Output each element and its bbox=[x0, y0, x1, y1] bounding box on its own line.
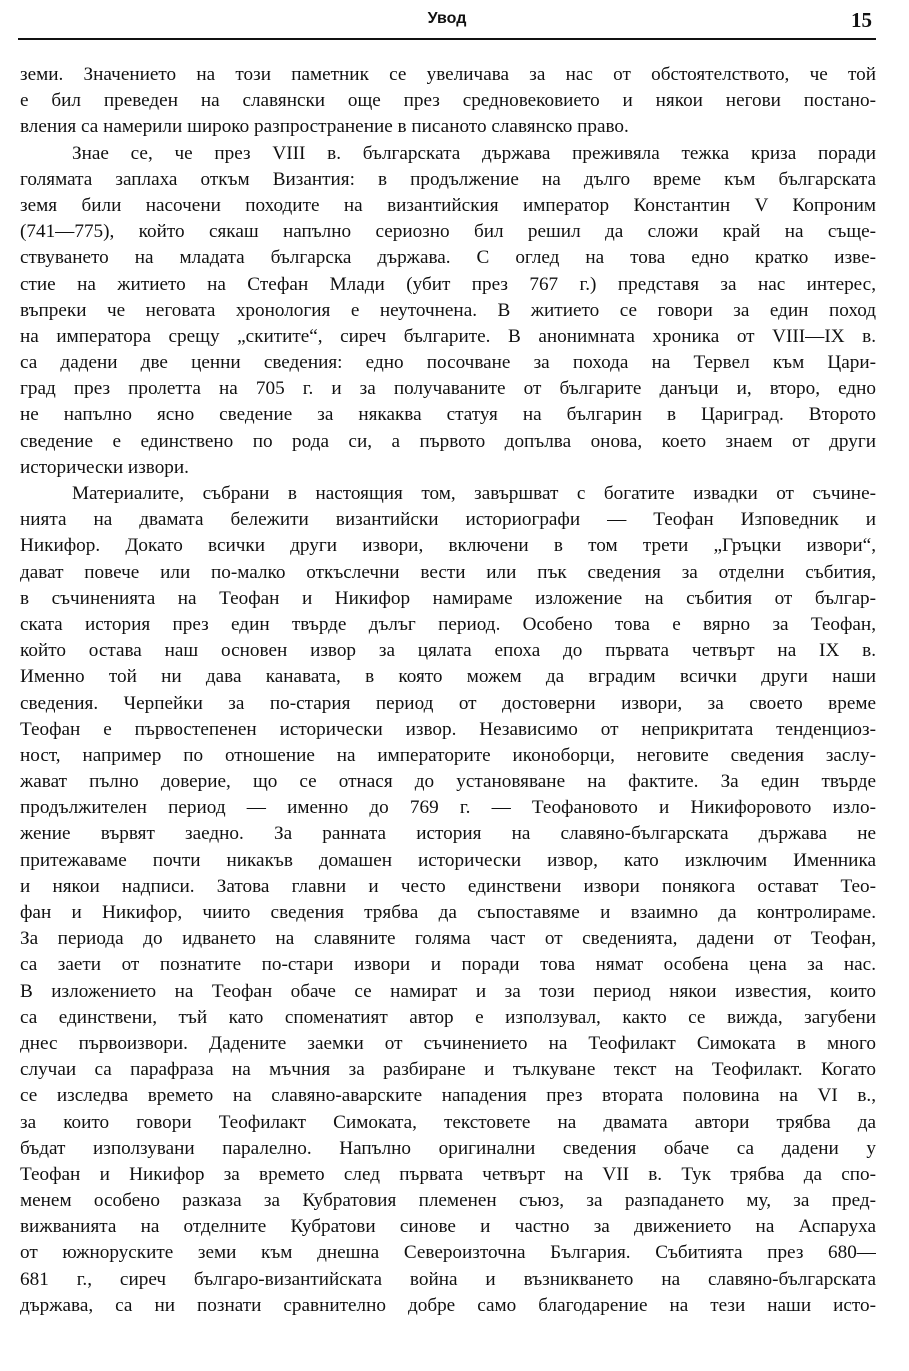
text-line: е бил преведен на славянски още през средновековието и някои негови постано- bbox=[20, 90, 876, 112]
text-line: стие на житието на Стефан Млади (убит през 767 г.) представя за нас интерес, bbox=[20, 273, 876, 295]
text-line: на императора срещу „скитите“, сиреч българите. В анонимната хроника от VIII—IX в. bbox=[20, 325, 876, 347]
page-number: 15 bbox=[851, 8, 872, 32]
text-line: (741—775), който сякаш напълно сериозно бил решил да сложи край на съще- bbox=[20, 221, 876, 243]
text-line: фан и Никифор, чиито сведения трябва да съпоставяме и взаимно да контролираме. bbox=[20, 902, 876, 923]
text-line: Никифор. Докато всички други извори, включени в том трети „Гръцки извори“, bbox=[20, 535, 876, 557]
text-line: бъдат използувани паралелно. Напълно оригинални сведения обаче са дадени у bbox=[20, 1137, 876, 1159]
text-line: за които говори Теофилакт Симоката, текстовете на двамата автори трябва да bbox=[20, 1111, 876, 1133]
text-line: не напълно ясно сведение за някаква статуя на българин в Цариград. Второто bbox=[20, 404, 876, 426]
text-line: и някои надписи. Затова главни и често единствени извори понякога остават Тео- bbox=[20, 875, 876, 897]
text-line: вления са намерили широко разпространение в писаното славянско право. bbox=[20, 116, 629, 138]
text-line: земи. Значението на този паметник се увеличава за нас от обстоятелството, че той bbox=[20, 64, 876, 85]
text-line: нията на двамата бележити византийски историографи — Теофан Изповедник и bbox=[20, 509, 876, 531]
text-line: се изследва времето на славяно-аварските нападения през втората половина на VI в., bbox=[20, 1085, 876, 1107]
text-line: сведение е единствено по рода си, а първото допълва онова, което знаем от други bbox=[20, 430, 876, 452]
header-rule bbox=[18, 38, 876, 40]
text-line: Теофан е първостепенен исторически извор. Независимо от неприкритата тенденциоз- bbox=[20, 718, 876, 740]
running-title: Увод bbox=[427, 10, 467, 27]
text-line: ската история през един твърде дълъг период. Особено това е вярно за Теофан, bbox=[20, 613, 876, 635]
body-text bbox=[20, 62, 876, 1319]
text-line: в съчиненията на Теофан и Никифор намираме изложение на събития от българ- bbox=[20, 587, 876, 609]
text-line: В изложението на Теофан обаче се намират и за този период някои известия, които bbox=[20, 980, 876, 1002]
text-line: ствуването на младата българска държава. С оглед на това едно кратко изве- bbox=[20, 247, 876, 269]
text-line: град през пролетта на 705 г. и за получаваните от българите данъци и, второ, едно bbox=[20, 378, 876, 400]
text-line: продължителен период — именно до 769 г. — Теофановото и Никифоровото изло- bbox=[20, 797, 876, 819]
text-line: Знае се, че през VIII в. българската държава преживяла тежка криза поради bbox=[72, 142, 876, 164]
text-line: са заети от познатите по-стари извори и поради това нямат особена цена за нас. bbox=[20, 954, 876, 976]
text-line: вижванията на отделните Кубратови синове и частно за движението на Аспаруха bbox=[20, 1216, 876, 1238]
text-line: са дадени две ценни сведения: едно посочване за похода на Тервел към Цари- bbox=[20, 352, 876, 374]
running-head bbox=[18, 8, 876, 38]
text-line: Материалите, събрани в настоящия том, завършват с богатите извадки от съчине- bbox=[72, 483, 876, 504]
text-line: жават пълно доверие, що се отнася до установяване на фактите. За един твърде bbox=[20, 771, 876, 793]
text-line: За периода до идването на славяните голяма част от сведенията, дадени от Теофан, bbox=[20, 928, 876, 950]
text-line: Теофан и Никифор за времето след първата четвърт на VII в. Тук трябва да спо- bbox=[20, 1163, 876, 1185]
text-line: случаи са парафраза на мъчния за разбиране и тълкуване текст на Теофилакт. Когато bbox=[20, 1059, 876, 1081]
text-line: исторически извори. bbox=[20, 456, 189, 478]
text-line: от южноруските земи към днешна Североизточна България. Събитията през 680— bbox=[20, 1242, 876, 1264]
text-line: дават повече или по-малко откъслечни вести или пък сведения за отделни събития, bbox=[20, 561, 876, 583]
text-line: ност, например по отношение на императорите иконоборци, неговите сведения заслу- bbox=[20, 744, 876, 766]
text-line: който остава наш основен извор за цялата епоха до първата четвърт на IX в. bbox=[20, 640, 876, 662]
text-line: въпреки че неговата хронология е неуточнена. В житието се говори за един поход bbox=[20, 299, 876, 321]
text-line: сведения. Черпейки за по-стария период от достоверни извори, за своето време bbox=[20, 692, 876, 714]
text-line: притежаваме почти никакъв домашен исторически извор, като изключим Именника bbox=[20, 849, 876, 871]
text-line: днес първоизвори. Дадените заемки от съчинението на Теофилакт Симоката в много bbox=[20, 1032, 876, 1054]
text-line: голямата заплаха откъм Византия: в продължение на дълго време към българската bbox=[20, 168, 876, 190]
text-line: са единствени, тъй като споменатият автор е използувал, както се вижда, загубени bbox=[20, 1006, 876, 1028]
text-line: менем особено разказа за Кубратовия племенен съюз, за разпадането му, за пред- bbox=[20, 1190, 876, 1212]
text-line: 681 г., сиреч българо-византийската война и възникването на славяно-българската bbox=[20, 1268, 876, 1290]
text-line: жение вървят заедно. За ранната история на славяно-българската държава не bbox=[20, 823, 876, 845]
text-line: държава, са ни познати сравнително добре само благодарение на тези наши исто- bbox=[20, 1294, 876, 1316]
text-line: Именно той ни дава канавата, в която можем да вградим всички други наши bbox=[20, 666, 876, 688]
text-line: земя били насочени походите на византийския император Константин V Копроним bbox=[20, 194, 876, 216]
